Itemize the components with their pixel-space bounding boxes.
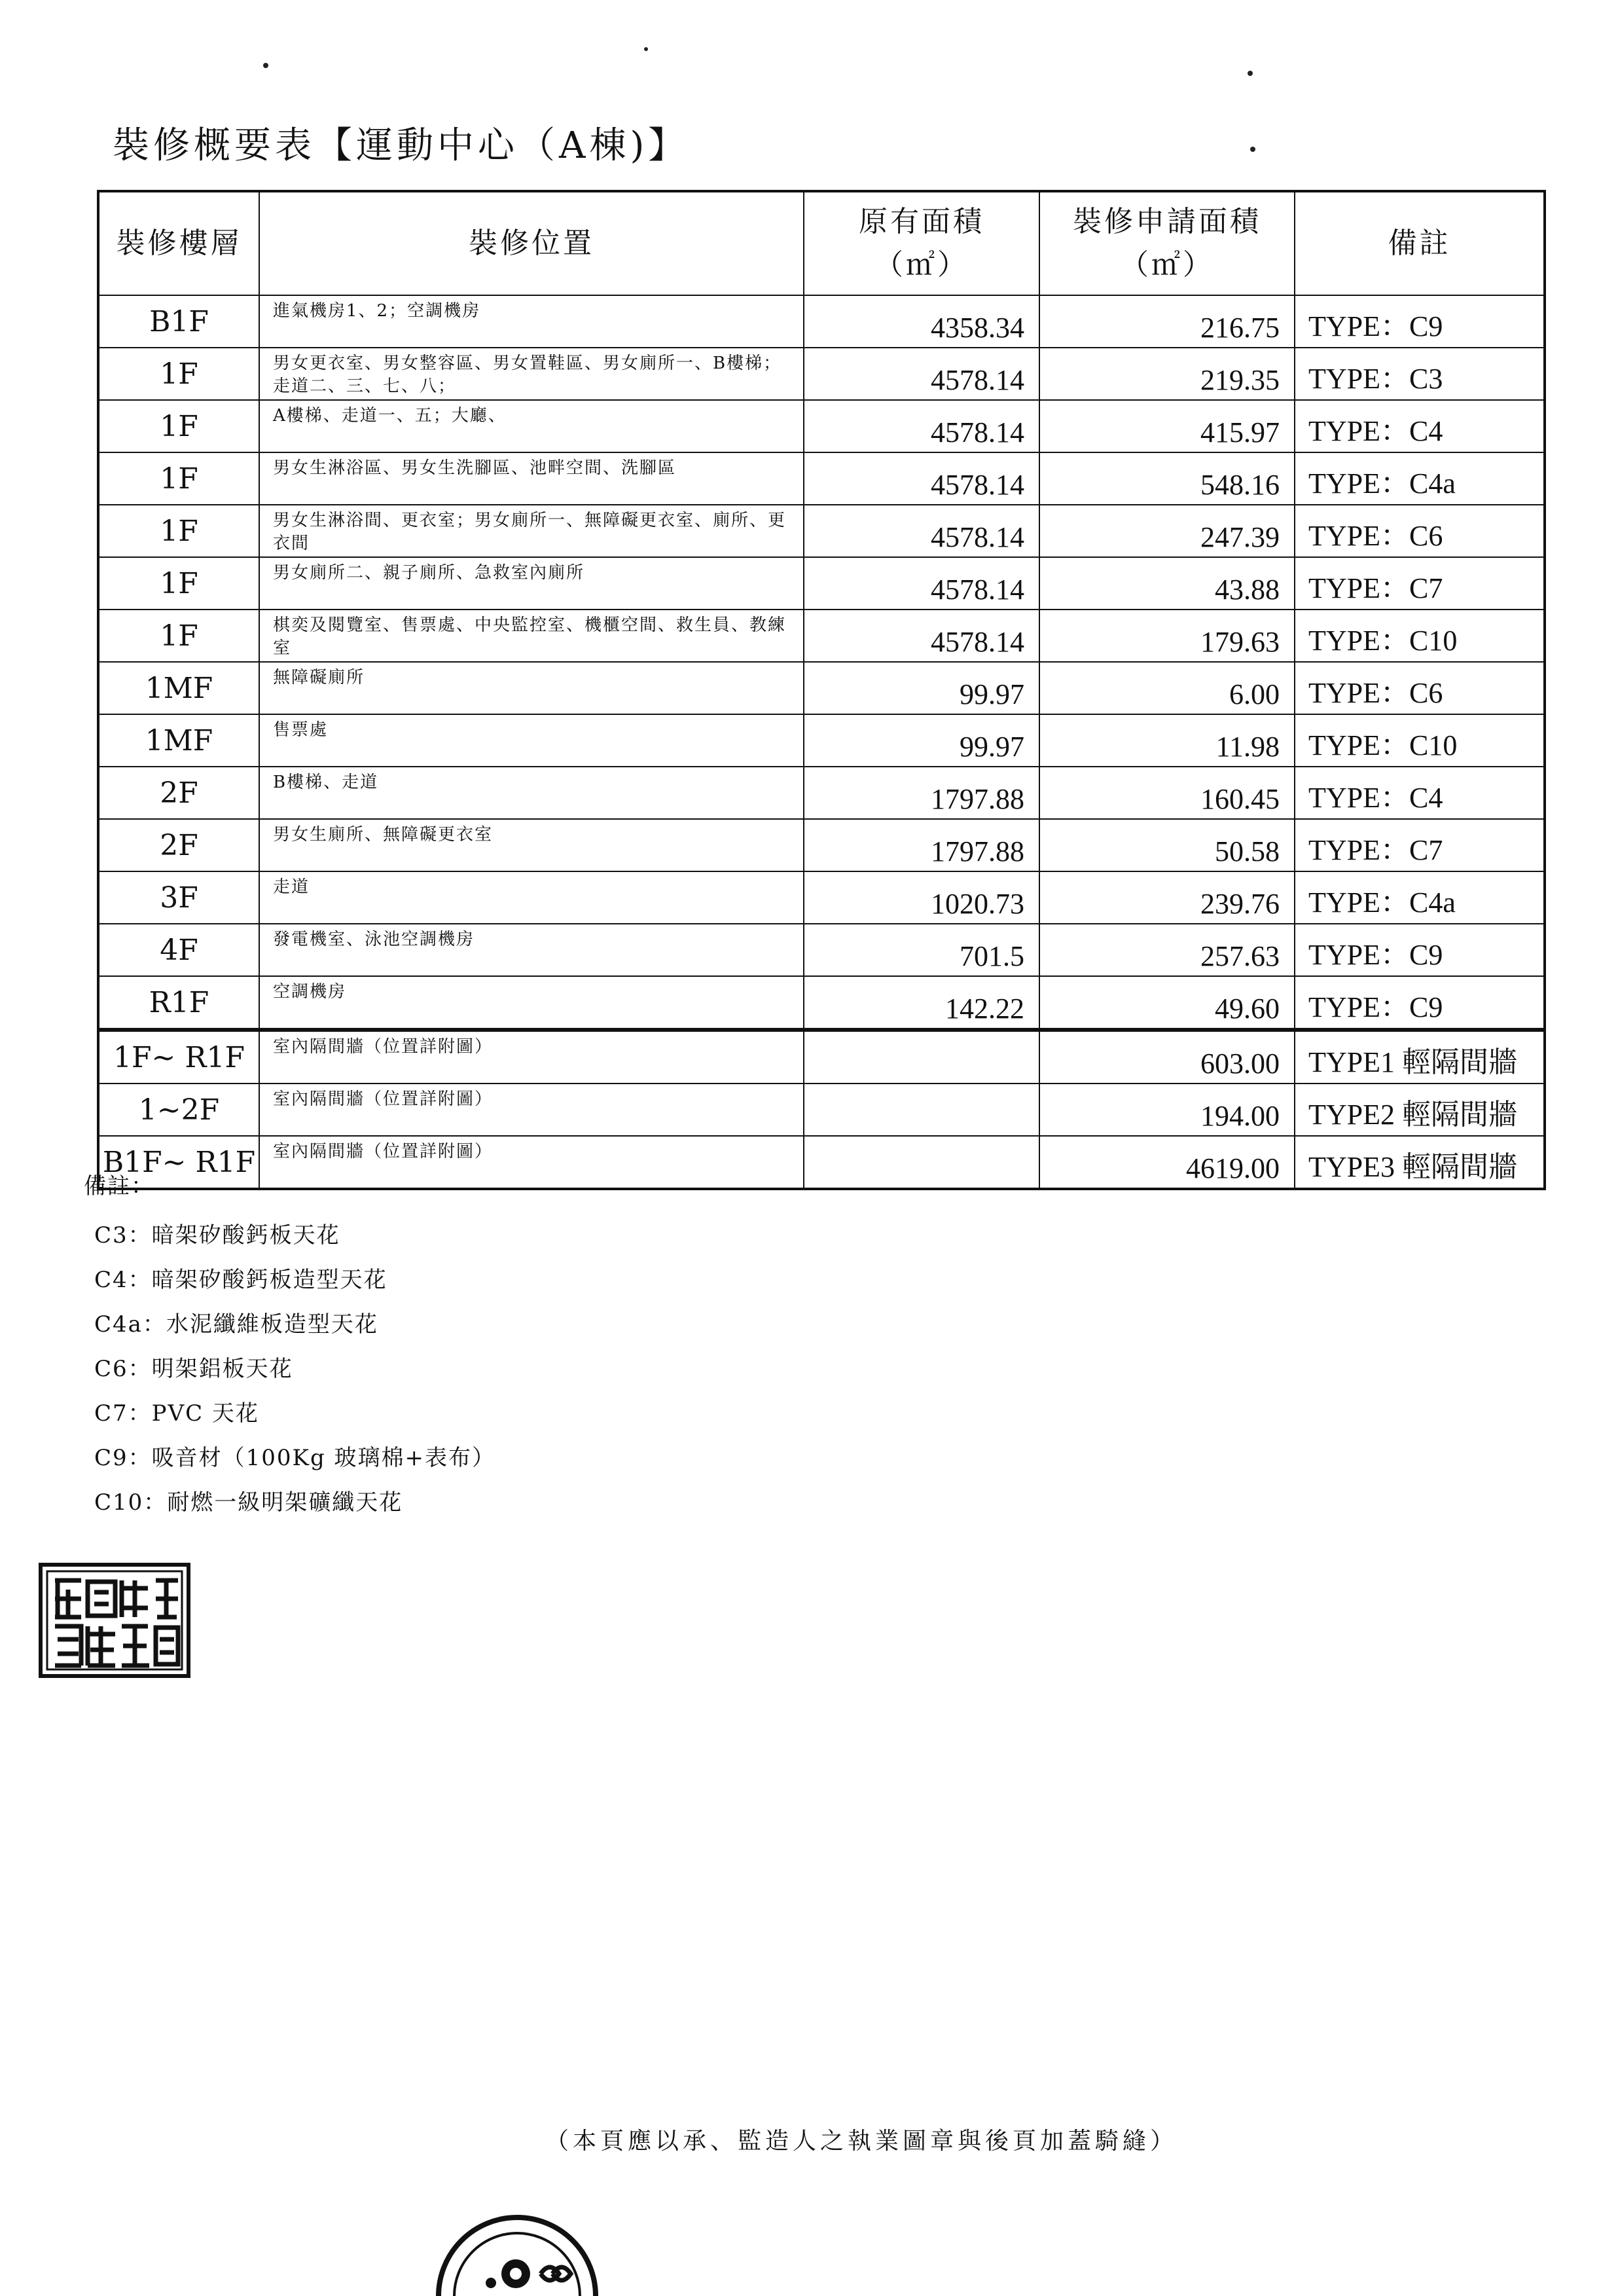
note-item: C4a：水泥纖維板造型天花 bbox=[94, 1311, 378, 1338]
cell-original-area: 99.97 bbox=[804, 662, 1039, 714]
cell-location: 棋奕及閱覽室、售票處、中央監控室、機櫃空間、救生員、教練室 bbox=[259, 610, 804, 662]
table-row bbox=[98, 557, 1545, 610]
cell-applied-area: 219.35 bbox=[1039, 348, 1295, 400]
cell-location: 男女廁所二、親子廁所、急救室內廁所 bbox=[259, 557, 804, 610]
table-row bbox=[98, 1030, 1545, 1084]
table-row bbox=[98, 924, 1545, 976]
table-row bbox=[98, 767, 1545, 819]
table-row bbox=[98, 819, 1545, 871]
table-row bbox=[98, 714, 1545, 767]
note-item: C9：吸音材（100Kg 玻璃棉+表布） bbox=[94, 1445, 496, 1471]
cell-original-area: 4578.14 bbox=[804, 610, 1039, 662]
cell-applied-area: 11.98 bbox=[1039, 714, 1295, 767]
cell-applied-area: 247.39 bbox=[1039, 505, 1295, 557]
cell-original-area bbox=[804, 1030, 1039, 1084]
cell-floor: 1F bbox=[98, 400, 259, 452]
cell-location: A樓梯、走道一、五；大廳、 bbox=[259, 400, 804, 452]
note-item: C7：PVC 天花 bbox=[94, 1400, 259, 1427]
table-row bbox=[98, 452, 1545, 505]
table-row bbox=[98, 871, 1545, 924]
cell-location: 無障礙廁所 bbox=[259, 662, 804, 714]
cell-applied-area: 239.76 bbox=[1039, 871, 1295, 924]
renovation-summary-table bbox=[97, 190, 1546, 1190]
header-original-area: 原有面積 （㎡） bbox=[804, 191, 1039, 295]
scan-speck bbox=[263, 63, 268, 68]
page-title: 裝修概要表【運動中心（A棟)】 bbox=[113, 124, 689, 167]
cell-remarks: TYPE：C4a bbox=[1295, 871, 1545, 924]
note-item: C3：暗架矽酸鈣板天花 bbox=[94, 1222, 340, 1248]
header-applied-area: 裝修申請面積 （㎡） bbox=[1039, 191, 1295, 295]
cell-floor: 1F bbox=[98, 348, 259, 400]
cell-floor: 1~2F bbox=[98, 1084, 259, 1136]
cell-original-area: 701.5 bbox=[804, 924, 1039, 976]
cell-location: 男女生淋浴區、男女生洗腳區、池畔空間、洗腳區 bbox=[259, 452, 804, 505]
cell-original-area: 1797.88 bbox=[804, 767, 1039, 819]
cell-applied-area: 603.00 bbox=[1039, 1030, 1295, 1084]
cell-original-area: 99.97 bbox=[804, 714, 1039, 767]
cell-remarks: TYPE：C4a bbox=[1295, 452, 1545, 505]
cell-remarks: TYPE1 輕隔間牆 bbox=[1295, 1030, 1545, 1084]
cell-location: 室內隔間牆（位置詳附圖） bbox=[259, 1136, 804, 1189]
table-row bbox=[98, 662, 1545, 714]
cell-floor: 1F bbox=[98, 557, 259, 610]
cell-location: 男女更衣室、男女整容區、男女置鞋區、男女廁所一、B樓梯；走道二、三、七、八； bbox=[259, 348, 804, 400]
table-row bbox=[98, 295, 1545, 348]
cell-floor: 1F bbox=[98, 505, 259, 557]
header-remarks: 備註 bbox=[1295, 191, 1545, 295]
cell-original-area: 1797.88 bbox=[804, 819, 1039, 871]
cell-floor: 3F bbox=[98, 871, 259, 924]
cell-floor: 1F bbox=[98, 610, 259, 662]
square-seal-icon bbox=[38, 1562, 191, 1679]
cell-original-area: 4578.14 bbox=[804, 400, 1039, 452]
cell-location: 空調機房 bbox=[259, 976, 804, 1030]
cell-location: 走道 bbox=[259, 871, 804, 924]
cell-applied-area: 50.58 bbox=[1039, 819, 1295, 871]
scan-speck bbox=[644, 47, 648, 51]
note-item: C4：暗架矽酸鈣板造型天花 bbox=[94, 1267, 387, 1293]
cell-remarks: TYPE：C3 bbox=[1295, 348, 1545, 400]
cell-remarks: TYPE：C10 bbox=[1295, 610, 1545, 662]
cell-floor: 2F bbox=[98, 767, 259, 819]
cell-remarks: TYPE：C4 bbox=[1295, 767, 1545, 819]
table-row bbox=[98, 976, 1545, 1030]
cell-original-area: 1020.73 bbox=[804, 871, 1039, 924]
cell-remarks: TYPE：C9 bbox=[1295, 295, 1545, 348]
cell-location: B樓梯、走道 bbox=[259, 767, 804, 819]
cell-floor: 1MF bbox=[98, 662, 259, 714]
table-header-row bbox=[98, 191, 1545, 295]
cell-floor: 2F bbox=[98, 819, 259, 871]
cell-original-area: 4578.14 bbox=[804, 452, 1039, 505]
cell-applied-area: 179.63 bbox=[1039, 610, 1295, 662]
notes-section bbox=[84, 1168, 495, 1529]
cell-remarks: TYPE：C9 bbox=[1295, 976, 1545, 1030]
note-item: C6：明架鋁板天花 bbox=[94, 1356, 293, 1382]
cell-floor: 4F bbox=[98, 924, 259, 976]
cell-floor: 1MF bbox=[98, 714, 259, 767]
cell-applied-area: 49.60 bbox=[1039, 976, 1295, 1030]
cell-remarks: TYPE：C7 bbox=[1295, 557, 1545, 610]
cell-original-area: 142.22 bbox=[804, 976, 1039, 1030]
cell-remarks: TYPE：C4 bbox=[1295, 400, 1545, 452]
cell-applied-area: 4619.00 bbox=[1039, 1136, 1295, 1189]
cell-remarks: TYPE3 輕隔間牆 bbox=[1295, 1136, 1545, 1189]
notes-header: 備註： bbox=[84, 1173, 154, 1199]
cell-location: 室內隔間牆（位置詳附圖） bbox=[259, 1030, 804, 1084]
cell-applied-area: 257.63 bbox=[1039, 924, 1295, 976]
round-seal-icon bbox=[432, 2196, 602, 2296]
cell-remarks: TYPE：C6 bbox=[1295, 662, 1545, 714]
cell-applied-area: 160.45 bbox=[1039, 767, 1295, 819]
cell-remarks: TYPE：C10 bbox=[1295, 714, 1545, 767]
cell-original-area: 4578.14 bbox=[804, 348, 1039, 400]
cell-applied-area: 415.97 bbox=[1039, 400, 1295, 452]
cell-location: 男女生淋浴間、更衣室；男女廁所一、無障礙更衣室、廁所、更衣間 bbox=[259, 505, 804, 557]
table-row bbox=[98, 505, 1545, 557]
cell-applied-area: 194.00 bbox=[1039, 1084, 1295, 1136]
cell-remarks: TYPE2 輕隔間牆 bbox=[1295, 1084, 1545, 1136]
footer-note: （本頁應以承、監造人之執業圖章與後頁加蓋騎縫） bbox=[545, 2128, 1178, 2155]
cell-remarks: TYPE：C7 bbox=[1295, 819, 1545, 871]
cell-location: 售票處 bbox=[259, 714, 804, 767]
cell-floor: 1F bbox=[98, 452, 259, 505]
cell-floor: R1F bbox=[98, 976, 259, 1030]
table-row bbox=[98, 400, 1545, 452]
header-floor: 裝修樓層 bbox=[98, 191, 259, 295]
cell-original-area bbox=[804, 1084, 1039, 1136]
note-item: C10：耐燃一級明架礦纖天花 bbox=[94, 1489, 403, 1516]
table-row bbox=[98, 610, 1545, 662]
cell-location: 室內隔間牆（位置詳附圖） bbox=[259, 1084, 804, 1136]
scan-speck bbox=[1248, 71, 1253, 76]
cell-floor: B1F bbox=[98, 295, 259, 348]
cell-original-area: 4358.34 bbox=[804, 295, 1039, 348]
table-row bbox=[98, 348, 1545, 400]
cell-floor: 1F~ R1F bbox=[98, 1030, 259, 1084]
cell-remarks: TYPE：C9 bbox=[1295, 924, 1545, 976]
table-row bbox=[98, 1084, 1545, 1136]
cell-original-area bbox=[804, 1136, 1039, 1189]
cell-location: 男女生廁所、無障礙更衣室 bbox=[259, 819, 804, 871]
cell-applied-area: 43.88 bbox=[1039, 557, 1295, 610]
header-location: 裝修位置 bbox=[259, 191, 804, 295]
cell-remarks: TYPE：C6 bbox=[1295, 505, 1545, 557]
cell-floor: B1F~ R1F bbox=[98, 1136, 259, 1189]
cell-applied-area: 216.75 bbox=[1039, 295, 1295, 348]
cell-location: 進氣機房1、2；空調機房 bbox=[259, 295, 804, 348]
cell-location: 發電機室、泳池空調機房 bbox=[259, 924, 804, 976]
cell-applied-area: 548.16 bbox=[1039, 452, 1295, 505]
cell-original-area: 4578.14 bbox=[804, 505, 1039, 557]
cell-original-area: 4578.14 bbox=[804, 557, 1039, 610]
scan-speck bbox=[1250, 147, 1255, 152]
cell-applied-area: 6.00 bbox=[1039, 662, 1295, 714]
